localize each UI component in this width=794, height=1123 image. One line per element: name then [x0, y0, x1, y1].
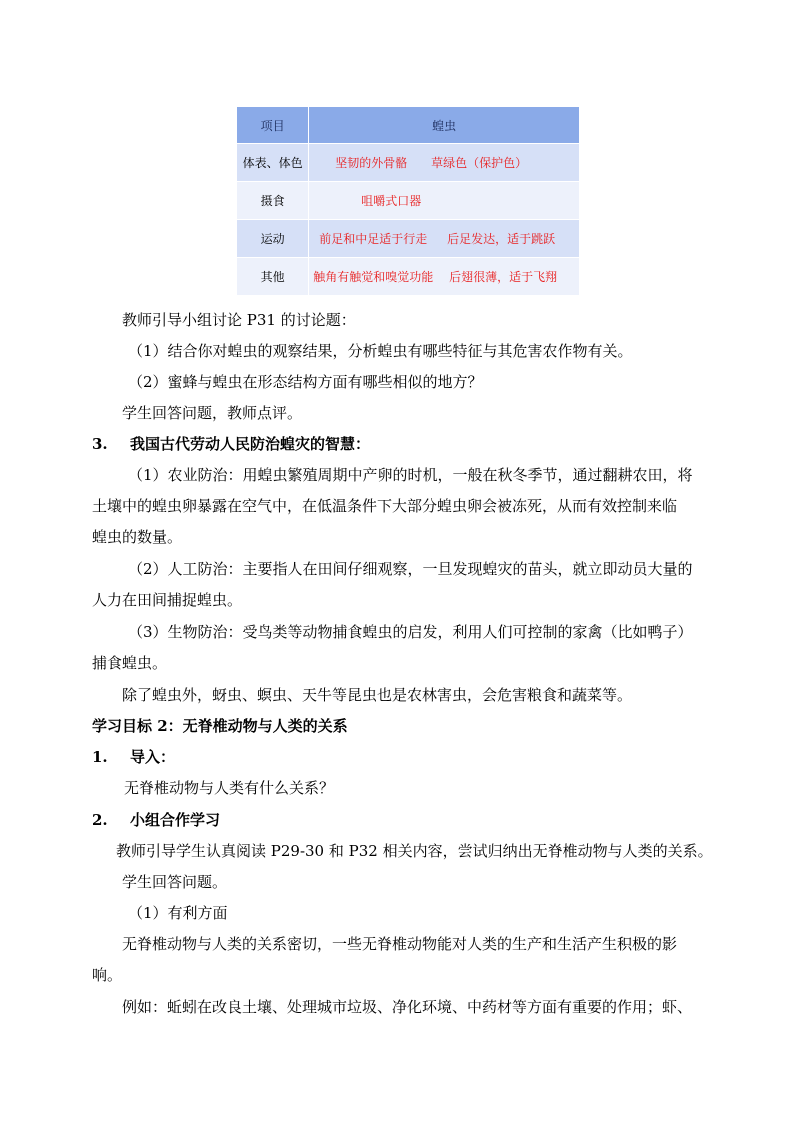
table-row-value — [309, 144, 580, 182]
table-row-label: 体表、体色 — [237, 144, 309, 182]
table-cell-text: 触角有触觉和嗅觉功能 — [313, 270, 434, 284]
table-cell-text: 前足和中足适于行走 — [319, 232, 428, 246]
table-cell-text: 后翅很薄，适于飞翔 — [449, 270, 558, 284]
paragraph-line: 无脊椎动物与人类有什么关系？ — [124, 779, 335, 797]
heading-text: 小组合作学习 — [130, 811, 221, 829]
paragraph-line: 无脊椎动物与人类的关系密切，一些无脊椎动物能对人类的生产和生活产生积极的影 — [122, 935, 678, 953]
table-row — [237, 258, 580, 296]
paragraph-line: 教师引导学生认真阅读 P29-30 和 P32 相关内容，尝试归纳出无脊椎动物与人类的关系。 — [116, 842, 713, 860]
learning-goal-heading: 学习目标 2：无脊椎动物与人类的关系 — [92, 717, 348, 735]
heading-number: 3. — [92, 435, 108, 453]
heading-text: 导入： — [130, 748, 176, 766]
section-heading-2 — [92, 810, 220, 830]
paragraph-line: 学生回答问题，教师点评。 — [122, 404, 303, 422]
paragraph-line: 土壤中的蝗虫卵暴露在空气中，在低温条件下大部分蝗虫卵会被冻死，从而有效控制来临 — [92, 497, 678, 515]
table-row — [237, 144, 580, 182]
paragraph-line: （3）生物防治：受鸟类等动物捕食蝗虫的启发，利用人们可控制的家禽（比如鸭子） — [128, 623, 693, 641]
table-header-row — [237, 107, 580, 144]
paragraph-line: 学生回答问题。 — [122, 873, 228, 891]
discussion-question: （2）蜜蜂与蝗虫在形态结构方面有哪些相似的地方？ — [128, 373, 483, 391]
discussion-question: （1）结合你对蝗虫的观察结果，分析蝗虫有哪些特征与其危害农作物有关。 — [128, 342, 633, 360]
paragraph-line: （2）人工防治：主要指人在田间仔细观察，一旦发现蝗灾的苗头，就立即动员大量的 — [128, 560, 693, 578]
paragraph-line: 蝗虫的数量。 — [92, 528, 183, 546]
table-cell-text: 草绿色（保护色） — [431, 156, 528, 170]
table-row — [237, 220, 580, 258]
heading-number: 1. — [92, 748, 108, 766]
paragraph-line: （1）有利方面 — [128, 904, 228, 922]
table-cell-text: 后足发达，适于跳跃 — [447, 232, 556, 246]
paragraph-line: 例如：蚯蚓在改良土壤、处理城市垃圾、净化环境、中药材等方面有重要的作用；虾、 — [122, 998, 693, 1016]
table-row-label: 其他 — [237, 258, 309, 296]
locust-feature-table — [236, 106, 580, 296]
table-cell-text: 坚韧的外骨骼 — [335, 156, 408, 170]
table-cell-text: 咀嚼式口器 — [361, 194, 422, 208]
section-heading-3 — [92, 434, 370, 454]
table-row-value — [309, 182, 580, 220]
heading-number: 2. — [92, 811, 108, 829]
paragraph-line: 人力在田间捕捉蝗虫。 — [92, 591, 243, 609]
table-header-locust: 蝗虫 — [309, 107, 580, 144]
paragraph-line: （1）农业防治：用蝗虫繁殖周期中产卵的时机，一般在秋冬季节，通过翻耕农田，将 — [128, 466, 693, 484]
table-row-label: 运动 — [237, 220, 309, 258]
paragraph-line: 除了蝗虫外，蚜虫、螟虫、天牛等昆虫也是农林害虫，会危害粮食和蔬菜等。 — [122, 686, 633, 704]
table-row-value — [309, 220, 580, 258]
table-header-item: 项目 — [237, 107, 309, 144]
heading-text: 我国古代劳动人民防治蝗灾的智慧： — [130, 435, 371, 453]
table-row-value — [309, 258, 580, 296]
paragraph-line: 响。 — [92, 966, 123, 984]
paragraph-line: 教师引导小组讨论 P31 的讨论题： — [122, 311, 356, 329]
table-row-label: 摄食 — [237, 182, 309, 220]
section-heading-1 — [92, 747, 175, 767]
table-row — [237, 182, 580, 220]
paragraph-line: 捕食蝗虫。 — [92, 654, 168, 672]
